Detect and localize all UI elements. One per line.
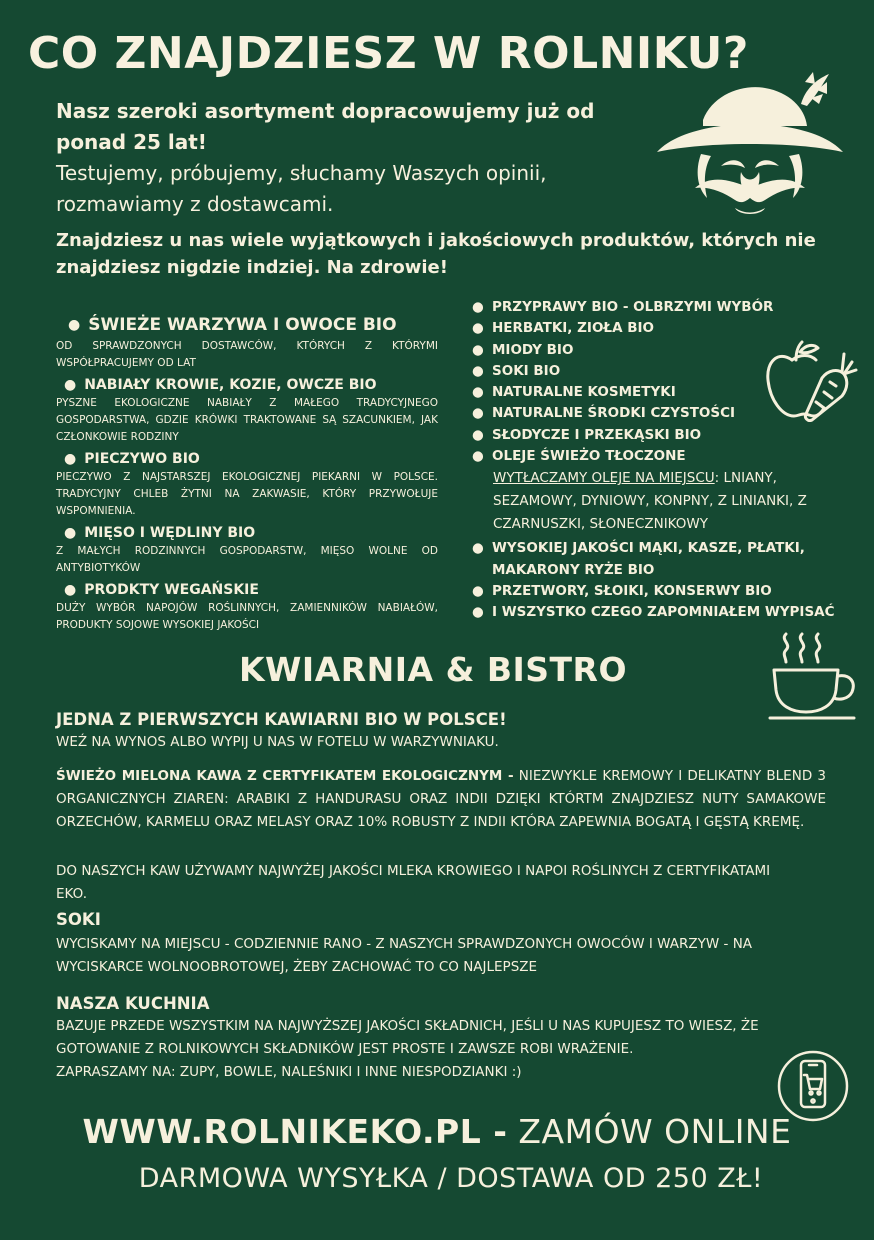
list-item: ● PIECZYWO BIO PIECZYWO Z NAJSTARSZEJ EKOLOGICZNEJ PIEKARNI W POLSCE. TRADYCYJNY CHLEB ŻYTNI NA ZAKWASIE, KTÓRY PRZYWOŁUJE WSPOMNIENIA. <box>56 449 438 520</box>
website-line <box>0 1112 874 1151</box>
category-title: PIECZYWO BIO <box>84 451 200 467</box>
cafe-title: KWIARNIA & BISTRO <box>238 650 628 689</box>
list-item: ● I WSZYSTKO CZEGO ZAPOMNIAŁEM WYPISAĆ <box>472 604 835 621</box>
list-item: ● NABIAŁY KROWIE, KOZIE, OWCZE BIO PYSZNE EKOLOGICZNE NABIAŁY Z MAŁEGO TRADYCYJNEGO GOSPODARSTWA, GDZIE KRÓWKI TRAKTOWANE SĄ SZACUNKIEM, JAK CZŁONKOWIE RODZINY <box>56 375 438 446</box>
category-title: NABIAŁY KROWIE, KOZIE, OWCZE BIO <box>84 377 377 393</box>
intro-bold-2: Znajdziesz u nas wiele wyjątkowych i jakościowych produktów, których nie znajdziesz nigdzie indziej. Na zdrowie! <box>56 230 816 278</box>
category-desc: OD SPRAWDZONYCH DOSTAWCÓW, KTÓRYCH Z KTÓRYMI WSPÓŁPRACUJEMY OD LAT <box>56 340 438 369</box>
farmer-logo-icon <box>655 70 845 218</box>
juice-text: WYCISKAMY NA MIEJSCU - CODZIENNIE RANO - Z NASZYCH SPRAWDZONYCH OWOCÓW I WARZYW - NA WYCISKARCE WOLNOOBROTOWEJ, ŻEBY ZACHOWAĆ TO CO NAJLEPSZE <box>56 936 753 975</box>
first-text: WEŹ NA WYNOS ALBO WYPIJ U NAS W FOTELU W WARZYWNIAKU. <box>56 734 499 750</box>
cafe-first-section <box>56 709 826 754</box>
order-online: ZAMÓW ONLINE <box>507 1112 792 1151</box>
juice-section <box>56 909 826 979</box>
list-item: ● PRZETWORY, SŁOIKI, KONSERWY BIO <box>472 582 772 599</box>
category-desc: DUŻY WYBÓR NAPOJÓW ROŚLINNYCH, ZAMIENNIKÓW NABIAŁÓW, PRODUKTY SOJOWE WYSOKIEJ JAKOŚCI <box>56 602 438 631</box>
list-item: ● MIĘSO I WĘDLINY BIO Z MAŁYCH RODZINNYCH GOSPODARSTW, MIĘSO WOLNE OD ANTYBIOTYKÓW <box>56 523 438 577</box>
kitchen-heading: NASZA KUCHNIA <box>56 994 210 1013</box>
oil-note: WYTŁACZAMY OLEJE NA MIEJSCU: LNIANY, SEZAMOWY, DYNIOWY, KONPNY, Z LINIANKI, Z CZARNUSZKI, SŁONECZNIKOWY <box>493 470 807 533</box>
list-item: ● NATURALNE ŚRODKI CZYSTOŚCI <box>472 405 736 422</box>
coffee-paragraph: ŚWIEŻO MIELONA KAWA Z CERTYFIKATEM EKOLOGICZNYM - NIEZWYKLE KREMOWY I DELIKATNY BLEND 3 ORGANICZNYCH ZIAREN: ARABIKI Z HANDURASU ORAZ INDII DZIĘKI KTÓRTM ZNAJDZIESZ NUTY SAMAKOWE ORZECHÓW, KARMELU ORAZ MELASY ORAZ 10% ROBUSTY Z INDII KTÓRA ZAPEWNIA BOGATĄ I GĘSTĄ KREMĘ. <box>56 768 827 830</box>
website-link[interactable]: WWW.ROLNIKEKO.PL - <box>82 1112 508 1151</box>
list-item: ● NATURALNE KOSMETYKI <box>472 384 676 401</box>
list-item: ● SŁODYCZE I PRZEKĄSKI BIO <box>472 426 702 443</box>
intro-regular: Testujemy, próbujemy, słuchamy Waszych opinii, rozmawiamy z dostawcami. <box>56 161 547 216</box>
category-desc: Z MAŁYCH RODZINNYCH GOSPODARSTW, MIĘSO WOLNE OD ANTYBIOTYKÓW <box>56 545 438 574</box>
page-title: CO ZNAJDZIESZ W ROLNIKU? <box>28 28 749 79</box>
category-title: ŚWIEŻE WARZYWA I OWOCE BIO <box>88 315 397 335</box>
first-heading: JEDNA Z PIERWSZYCH KAWIARNI BIO W POLSCE! <box>56 710 507 729</box>
milk-paragraph: DO NASZYCH KAW UŻYWAMY NAJWYŻEJ JAKOŚCI MLEKA KROWIEGO I NAPOI ROŚLINYCH Z CERTYFIKATAMI EKO. <box>56 863 771 902</box>
list-item: ● HERBATKI, ZIOŁA BIO <box>472 320 655 337</box>
list-item: ● PRODKTY WEGAŃSKIE DUŻY WYBÓR NAPOJÓW ROŚLINNYCH, ZAMIENNIKÓW NABIAŁÓW, PRODUKTY SOJOWE WYSOKIEJ JAKOŚCI <box>56 580 438 634</box>
list-item: ● MIODY BIO <box>472 341 574 358</box>
list-item: ● PRZYPRAWY BIO - OLBRZYMI WYBÓR <box>472 299 774 315</box>
apple-carrot-icon <box>764 340 858 422</box>
left-product-list <box>56 312 438 637</box>
juice-heading: SOKI <box>56 910 101 929</box>
kitchen-text-2: ZAPRASZAMY NA: ZUPY, BOWLE, NALEŚNIKI I INNE NIESPODZIANKI :) <box>56 1064 522 1080</box>
category-title: MIĘSO I WĘDLINY BIO <box>84 525 256 541</box>
intro-text <box>56 96 646 220</box>
category-desc: PYSZNE EKOLOGICZNE NABIAŁY Z MAŁEGO TRADYCYJNEGO GOSPODARSTWA, GDZIE KRÓWKI TRAKTOWANE SĄ SZACUNKIEM, JAK CZŁONKOWIE RODZINY <box>56 397 438 443</box>
kitchen-text: BAZUJE PRZEDE WSZYSTKIM NA NAJWYŻSZEJ JAKOŚCI SKŁADNICH, JEŚLI U NAS KUPUJESZ TO WIESZ, ŻE GOTOWANIE Z ROLNIKOWYCH SKŁADNIKÓW JEST PROSTE I ZAWSZE ROBI WRAŻENIE. <box>56 1018 759 1057</box>
category-title: PRODKTY WEGAŃSKIE <box>84 582 259 598</box>
category-desc: PIECZYWO Z NAJSTARSZEJ EKOLOGICZNEJ PIEKARNI W POLSCE. TRADYCYJNY CHLEB ŻYTNI NA ZAKWASIE, KTÓRY PRZYWOŁUJE WSPOMNIENIA. <box>56 471 438 517</box>
list-item: ● OLEJE ŚWIEŻO TŁOCZONE <box>472 448 686 465</box>
list-item: ● ŚWIEŻE WARZYWA I OWOCE BIO OD SPRAWDZONYCH DOSTAWCÓW, KTÓRYCH Z KTÓRYMI WSPÓŁPRACUJEMY OD LAT <box>56 312 438 372</box>
list-item: ● WYSOKIEJ JAKOŚCI MĄKI, KASZE, PŁATKI, MAKARONY RYŻE BIO <box>472 540 805 578</box>
list-item: ● SOKI BIO <box>472 362 561 379</box>
shipping-line: DARMOWA WYSYŁKA / DOSTAWA OD 250 ZŁ! <box>138 1163 764 1194</box>
kitchen-section <box>56 993 826 1084</box>
intro-bold: Nasz szeroki asortyment dopracowujemy już od ponad 25 lat! <box>56 99 595 154</box>
